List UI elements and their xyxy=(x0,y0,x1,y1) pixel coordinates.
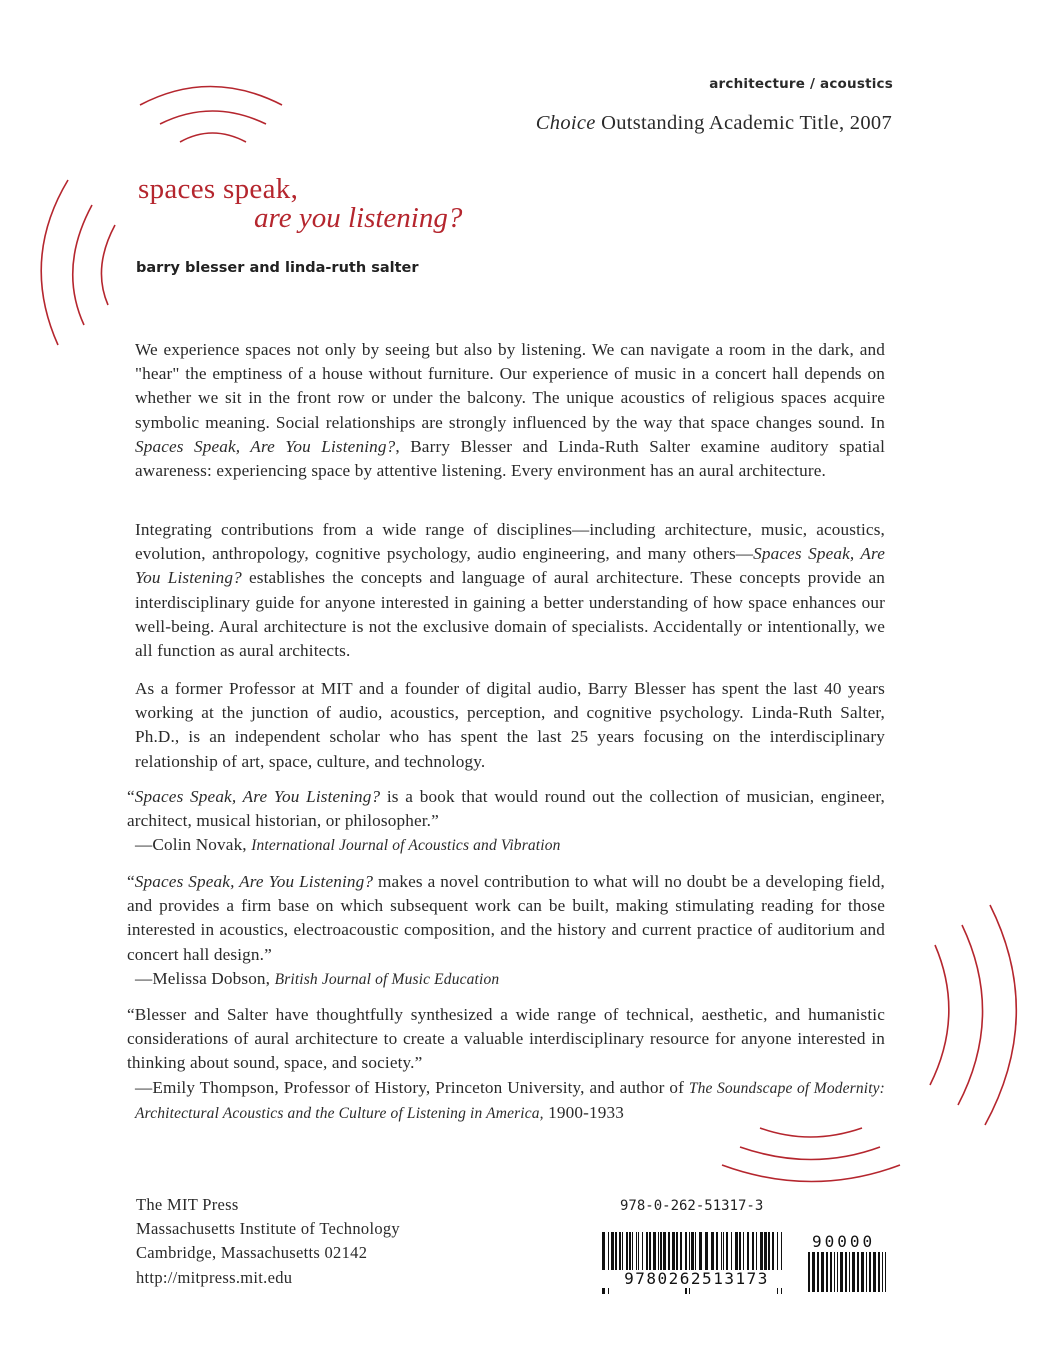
barcode-addon-bar xyxy=(817,1252,819,1292)
barcode-addon-bar xyxy=(873,1252,876,1292)
barcode-addon-bar xyxy=(882,1252,883,1292)
attribution-source: International Journal of Acoustics and Vibration xyxy=(251,837,561,855)
barcode-addon-bar xyxy=(840,1252,843,1292)
barcode-bar xyxy=(752,1232,754,1272)
attribution-source: The Soundscape of Modernity: Architectural Acoustics and the Culture of Listening in America, xyxy=(135,1079,885,1122)
barcode-bar xyxy=(760,1232,763,1272)
wave-arc-left-2 xyxy=(73,205,92,325)
quote-body: is a book that would round out the collection of musician, engineer, architect, musical historian, or philosopher.” xyxy=(127,787,885,831)
barcode-bar xyxy=(768,1232,770,1272)
barcode-addon-bar xyxy=(826,1252,828,1292)
wave-arc-right-2 xyxy=(958,925,983,1105)
quote-attribution xyxy=(127,967,885,992)
authors: barry blesser and linda-ruth salter xyxy=(136,260,419,276)
publisher-address: Cambridge, Massachusetts 02142 xyxy=(136,1243,368,1263)
quote-text xyxy=(127,785,885,833)
barcode-addon xyxy=(806,1252,890,1294)
barcode-bar xyxy=(672,1232,675,1272)
wave-arc-right-3 xyxy=(985,905,1016,1125)
wave-arc-top-2 xyxy=(160,111,266,124)
description-paragraph-1 xyxy=(135,338,885,483)
barcode-bar xyxy=(638,1232,639,1272)
quote-text xyxy=(127,870,885,967)
barcode-addon-bar xyxy=(852,1252,855,1292)
barcode-bar xyxy=(735,1232,738,1272)
publisher-institution: Massachusetts Institute of Technology xyxy=(136,1219,400,1239)
book-title-italic: Spaces Speak, Are You Listening? xyxy=(134,787,381,806)
quote-open-mark: “ xyxy=(127,787,135,806)
barcode-bar xyxy=(660,1232,662,1272)
barcode-bar xyxy=(695,1232,696,1272)
attribution-years: 1900-1933 xyxy=(543,1102,624,1122)
paragraph-text: , Barry Blesser and Linda-Ruth Salter examine auditory spatial awareness: experiencing space by attentive listening. Every environment has an aural architecture. xyxy=(135,436,885,481)
paragraph-text: Integrating contributions from a wide range of disciplines—including architecture, music, acoustics, evolution, anthropology, cognitive psychology, audio engineering, and many others— xyxy=(135,520,885,564)
attribution-name: —Colin Novak, xyxy=(135,835,252,855)
category-label: architecture / acoustics xyxy=(709,76,893,92)
author-bio-paragraph: As a former Professor at MIT and a founder of digital audio, Barry Blesser has spent the last 40 years working at the junction of audio, acoustics, perception, and cognitive psychology. Linda-Ruth Salter, Ph.D., is an independent scholar who has spent the last 25 years focusing on the interdisciplinary relationship of art, space, culture, and technology. xyxy=(135,679,885,771)
wave-arc-bottom-3 xyxy=(722,1165,900,1182)
book-title-italic: Spaces Speak, Are You Listening? xyxy=(135,436,396,456)
publisher-url[interactable]: http://mitpress.mit.edu xyxy=(136,1267,293,1287)
barcode-bar xyxy=(691,1232,694,1272)
barcode-bar xyxy=(642,1232,643,1272)
barcode-bar xyxy=(676,1232,678,1272)
barcode-bar xyxy=(653,1232,656,1272)
barcode-addon-bar xyxy=(878,1252,880,1292)
barcode-bar xyxy=(747,1232,749,1272)
barcode-bar xyxy=(711,1232,714,1272)
barcode-bar xyxy=(619,1232,621,1272)
barcode-bar xyxy=(716,1232,718,1272)
description-paragraph-2 xyxy=(135,518,885,663)
barcode-bar xyxy=(721,1232,722,1272)
book-title-italic: Spaces Speak, Are You Listening? xyxy=(135,544,885,588)
award-line xyxy=(536,112,892,135)
barcode-bar xyxy=(772,1232,774,1272)
barcode-bar xyxy=(626,1232,628,1272)
barcode-bar xyxy=(680,1232,682,1272)
book-title-italic: Spaces Speak, Are You Listening? xyxy=(134,872,374,891)
book-title-line2: are you listening? xyxy=(254,202,463,234)
award-text: Outstanding Academic Title, 2007 xyxy=(595,112,892,134)
barcode-addon-bar xyxy=(869,1252,871,1292)
book-title-line1: spaces speak, xyxy=(138,173,299,205)
quote-body: makes a novel contribution to what will no doubt be a developing field, and provides a firm base on which subsequent work can be built, making stimulating reading for those interested in acoustics, electroacoustic composition, and the history and current practice of auditorium and concert hall design.” xyxy=(127,872,885,964)
barcode-bar xyxy=(632,1232,633,1272)
barcode-addon-bar xyxy=(830,1252,832,1292)
barcode-bar xyxy=(705,1232,708,1272)
barcode-addon-bar xyxy=(837,1252,838,1292)
attribution-name: —Melissa Dobson, xyxy=(135,968,275,988)
barcode-addon-bar xyxy=(885,1252,886,1292)
wave-arc-right-1 xyxy=(930,945,949,1085)
barcode-bar xyxy=(646,1232,648,1272)
barcode-bar xyxy=(668,1232,670,1272)
wave-arc-left-3 xyxy=(101,225,115,305)
isbn-text: 978-0-262-51317-3 xyxy=(620,1198,764,1214)
barcode-bar xyxy=(739,1232,741,1272)
barcode-addon-bar xyxy=(866,1252,867,1292)
paragraph-text: We experience spaces not only by seeing but also by listening. We can navigate a room in the dark, and "hear" the emptiness of a house without furniture. Our experience of music in a concert hall depends on whether we sit in the front row or under the balcony. The unique acoustics of religious spaces acquire symbolic meaning. Social relationships are strongly influenced by the way that space changes sound. In xyxy=(135,340,885,432)
barcode-addon-bar xyxy=(808,1252,810,1292)
barcode-bar xyxy=(723,1232,724,1272)
barcode-bar xyxy=(663,1232,666,1272)
barcode-addon-bar xyxy=(821,1252,824,1292)
barcode-bar xyxy=(629,1232,631,1272)
review-quote-2 xyxy=(127,870,885,992)
barcode-bar xyxy=(611,1232,614,1272)
barcode-bar xyxy=(615,1232,617,1272)
barcode-addon-bar xyxy=(812,1252,815,1292)
barcode-bar xyxy=(658,1232,659,1272)
barcode-bar xyxy=(699,1232,702,1272)
quote-text: “Blesser and Salter have thoughtfully synthesized a wide range of technical, aesthetic, and humanistic considerations of aural architecture to create a valuable interdisciplinary resource for anyone interested in thinking about sound, space, and society.” xyxy=(127,1005,885,1073)
quote-attribution xyxy=(127,1076,885,1126)
barcode-bar xyxy=(743,1232,744,1272)
review-quote-1 xyxy=(127,785,885,859)
barcode-bar xyxy=(731,1232,732,1272)
barcode-bar xyxy=(636,1232,637,1272)
barcode-addon-bar xyxy=(849,1252,850,1292)
attribution-source: British Journal of Music Education xyxy=(274,970,500,988)
quote-attribution xyxy=(127,833,885,858)
barcode-addon-bar xyxy=(861,1252,864,1292)
publisher-block xyxy=(136,1193,400,1290)
publisher-name: The MIT Press xyxy=(136,1195,239,1214)
wave-arc-left-1 xyxy=(41,180,68,345)
award-prefix: Choice xyxy=(535,112,596,134)
barcode-addon-bar xyxy=(845,1252,847,1292)
barcode-addon-bar xyxy=(857,1252,859,1292)
barcode-addon-bar xyxy=(834,1252,835,1292)
barcode-addon-digits: 90000 xyxy=(812,1232,876,1251)
barcode-bar xyxy=(726,1232,728,1272)
attribution-name: —Emily Thompson, Professor of History, Princeton University, and author of xyxy=(135,1077,689,1097)
barcode-bar xyxy=(622,1232,623,1272)
wave-arc-top-1 xyxy=(140,87,282,106)
barcode-bar xyxy=(649,1232,651,1272)
wave-arc-bottom-1 xyxy=(760,1128,862,1137)
wave-arc-bottom-2 xyxy=(740,1147,880,1160)
review-quote-3 xyxy=(127,1003,885,1126)
paragraph-text: establishes the concepts and language of aural architecture. These concepts provide an interdisciplinary guide for anyone interested in gaining a better understanding of how space enhances our well-being. Aural architecture is not the exclusive domain of specialists. Accidentally or intentionally, we all function as aural architects. xyxy=(135,568,885,661)
barcode-digits: 9780262513173 xyxy=(600,1270,793,1288)
barcode-bar xyxy=(756,1232,757,1272)
quote-open-mark: “ xyxy=(127,872,135,891)
wave-arc-top-3 xyxy=(180,133,246,142)
barcode-bar xyxy=(764,1232,767,1272)
